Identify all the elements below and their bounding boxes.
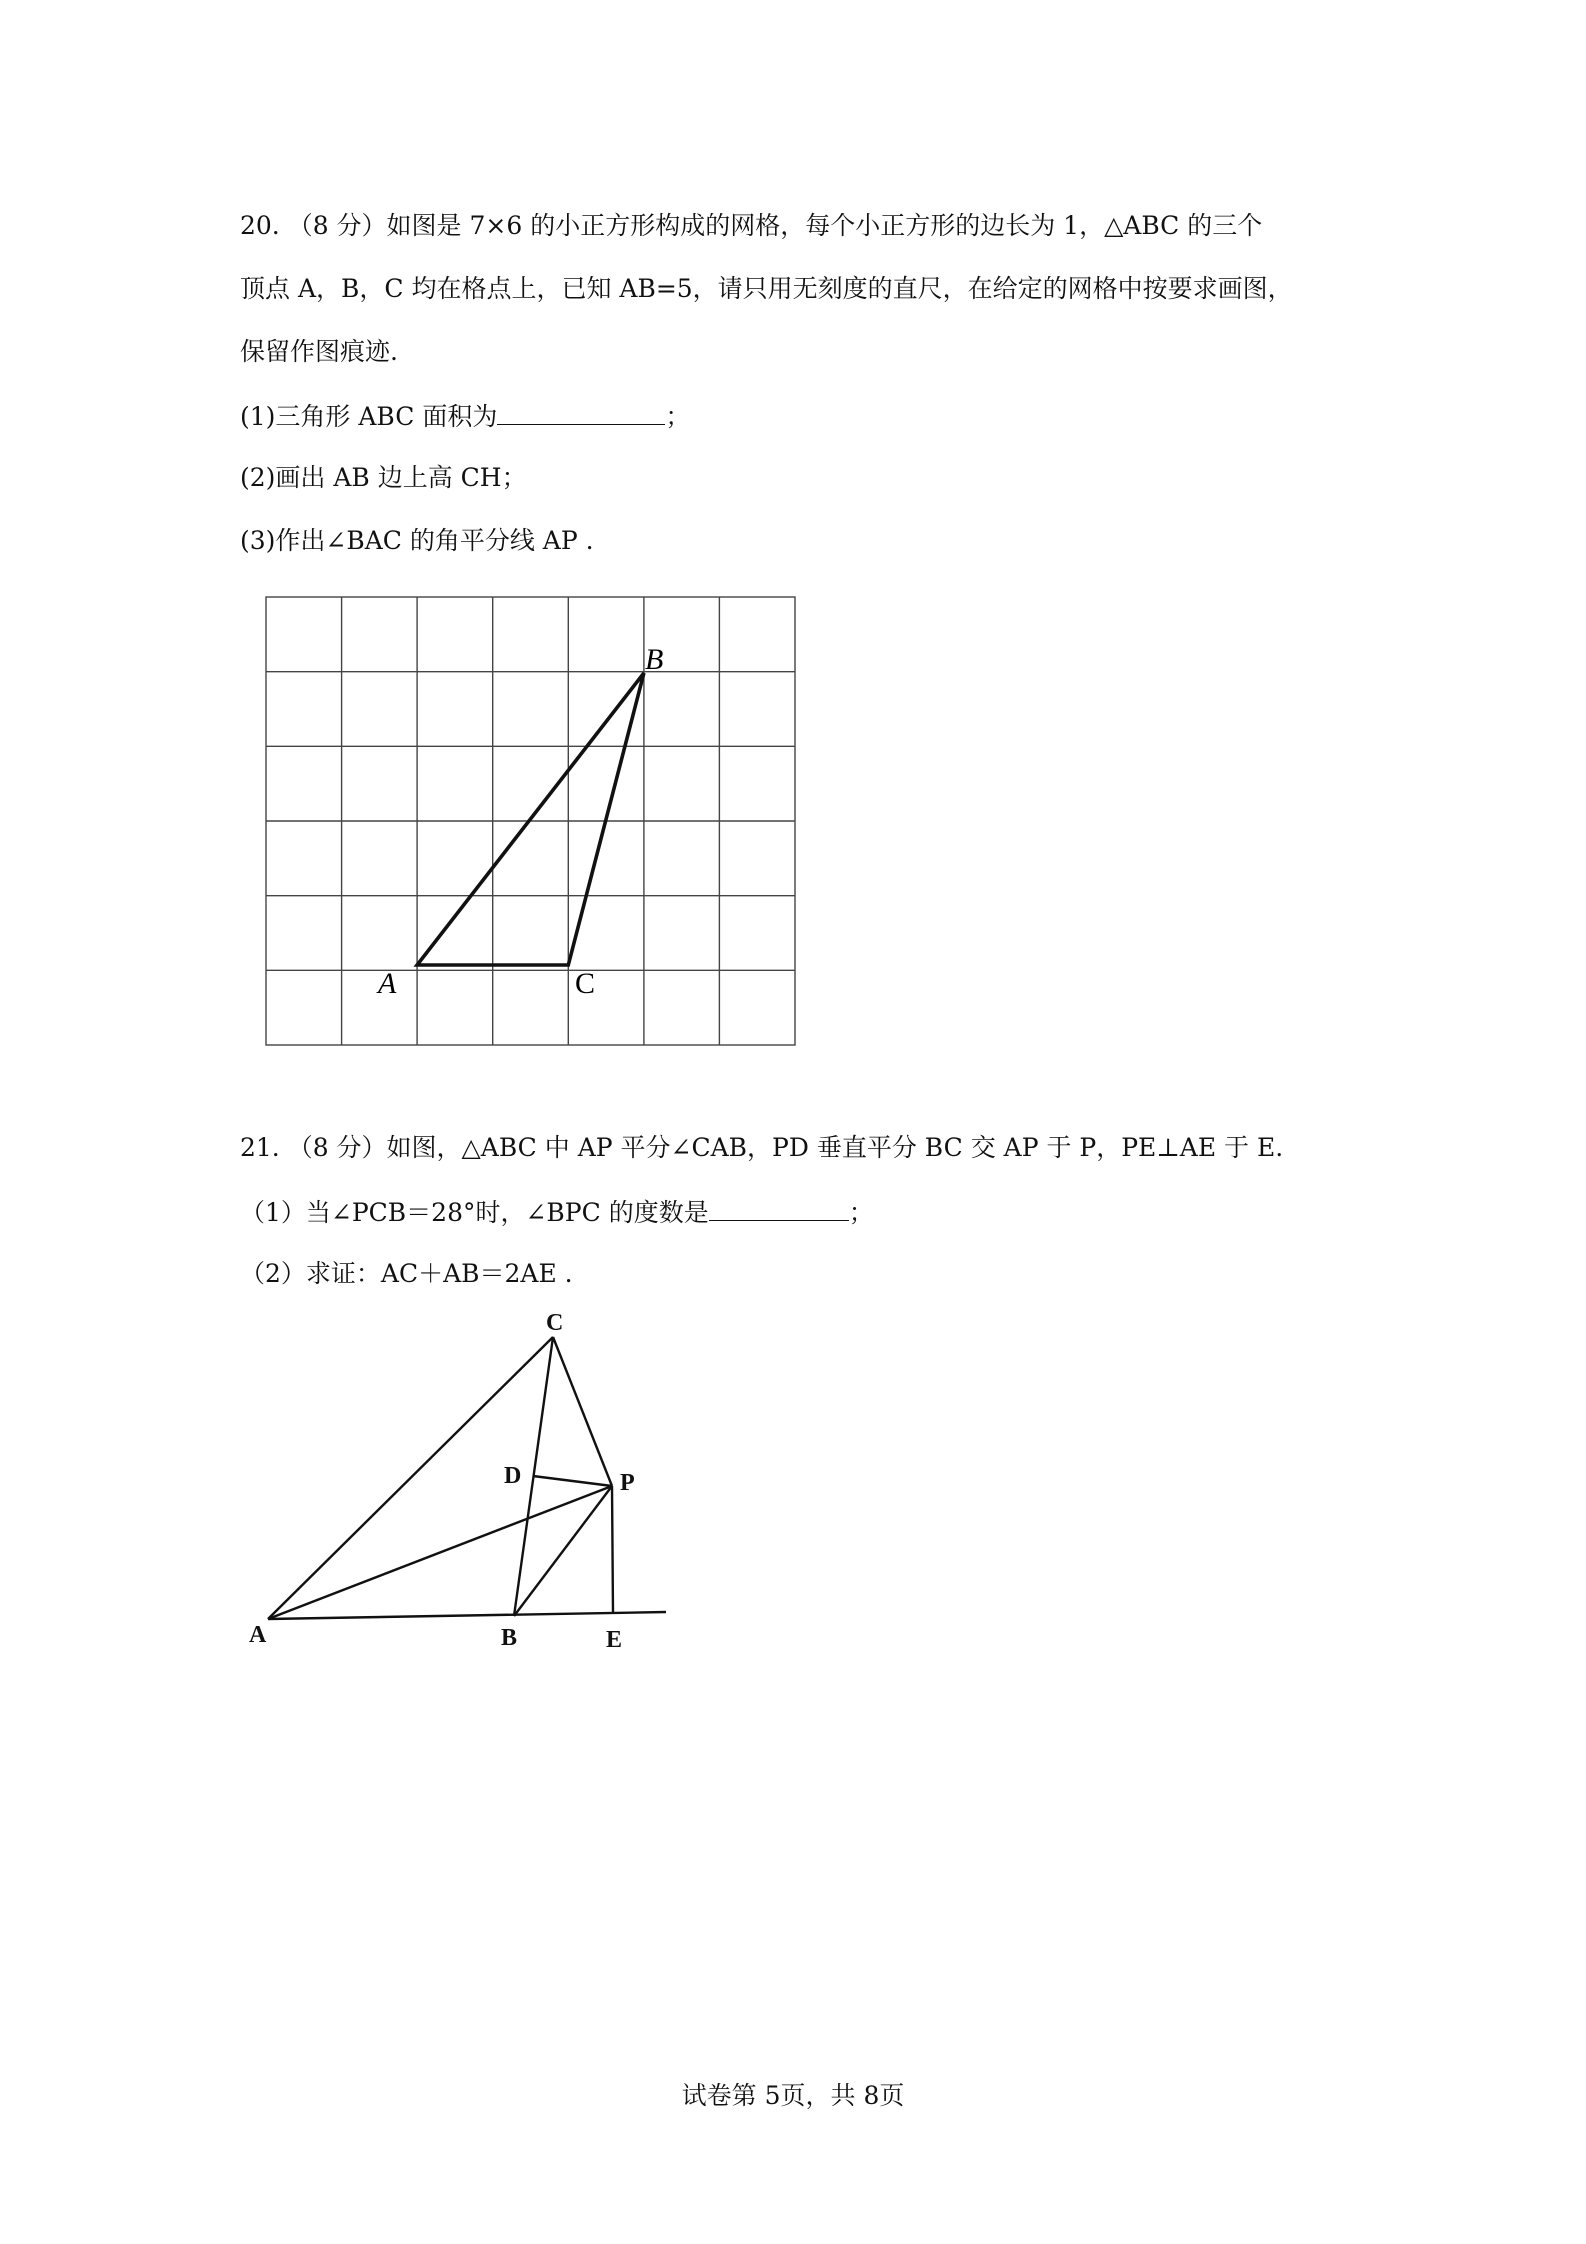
q21-sub1-text: （1）当∠PCB＝28°时，∠BPC 的度数是 bbox=[240, 1198, 709, 1227]
q21-line-1: 21. （8 分）如图，△ABC 中 AP 平分∠CAB，PD 垂直平分 BC 交 AP 于 P，PE⊥AE 于 E. bbox=[240, 1133, 1284, 1162]
q20-subquestion-2: (2)画出 AB 边上高 CH； bbox=[240, 463, 527, 492]
point-label-e: E bbox=[606, 1627, 623, 1653]
segment-cp bbox=[553, 1337, 612, 1486]
q21-subquestion-2: （2）求证：AC＋AB＝2AE . bbox=[240, 1259, 573, 1288]
segment-dp bbox=[533, 1476, 612, 1486]
segment-pe bbox=[612, 1486, 613, 1613]
q20-sub1-end: ； bbox=[665, 402, 691, 431]
line-ae-extended bbox=[268, 1612, 666, 1619]
q20-line-1: 20. （8 分）如图是 7×6 的小正方形构成的网格，每个小正方形的边长为 1，△ABC 的三个 bbox=[240, 211, 1263, 240]
q20-sub1-text: (1)三角形 ABC 面积为 bbox=[240, 402, 498, 431]
triangle-abc bbox=[417, 673, 644, 965]
vertex-label-c: C bbox=[575, 967, 596, 1000]
q20-grid-figure bbox=[266, 597, 795, 1045]
q21-sub1-end: ； bbox=[848, 1198, 874, 1227]
page-footer: 试卷第 5页，共 8页 bbox=[681, 2081, 905, 2110]
q20-line-2: 顶点 A，B，C 均在格点上，已知 AB=5，请只用无刻度的直尺，在给定的网格中按要求画图， bbox=[240, 274, 1293, 303]
point-label-c: C bbox=[546, 1310, 564, 1336]
q20-line-3: 保留作图痕迹. bbox=[240, 337, 398, 366]
point-label-a: A bbox=[249, 1622, 267, 1648]
vertex-label-a: A bbox=[378, 967, 397, 1000]
point-label-b: B bbox=[501, 1625, 518, 1651]
vertex-label-b: B bbox=[645, 643, 664, 676]
q21-geometry-figure bbox=[268, 1337, 666, 1619]
q20-subquestion-3: (3)作出∠BAC 的角平分线 AP . bbox=[240, 526, 594, 555]
point-label-d: D bbox=[504, 1463, 522, 1489]
answer-blank bbox=[709, 1198, 849, 1221]
q21-subquestion-1 bbox=[240, 1198, 874, 1225]
point-label-p: P bbox=[620, 1470, 635, 1496]
